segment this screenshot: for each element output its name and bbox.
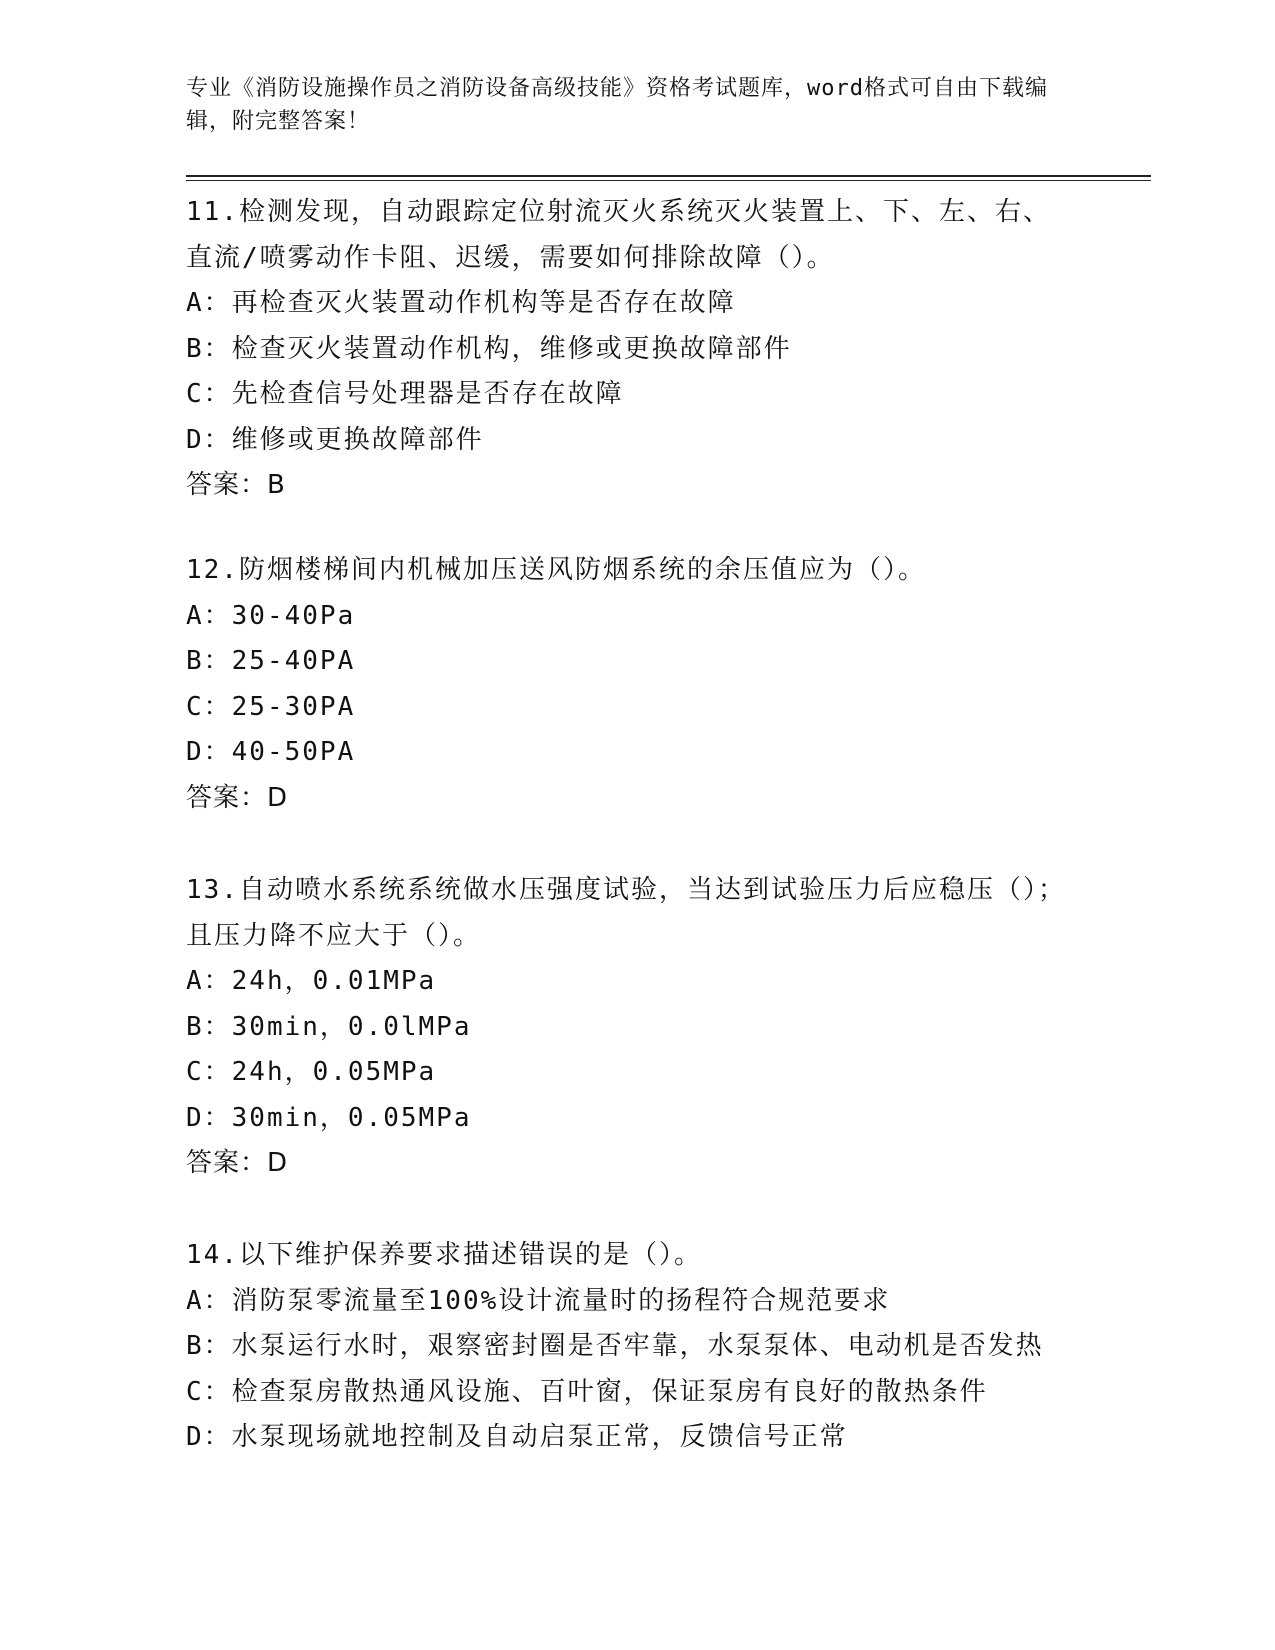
option-a: A：再检查灭火装置动作机构等是否存在故障 — [186, 288, 736, 318]
question-stem: 11.检测发现，自动跟踪定位射流灭火系统灭火装置上、下、左、右、直流/喷雾动作卡阻、迟缓，需要如何排除故障（）。 — [186, 197, 1051, 273]
question-stem: 14.以下维护保养要求描述错误的是（）。 — [186, 1240, 702, 1270]
answer-line: 答案：D — [186, 1148, 289, 1178]
header-divider-thin — [186, 180, 1151, 181]
option-d: D：30min，0.05MPa — [186, 1102, 472, 1133]
option-c: C：先检查信号处理器是否存在故障 — [186, 379, 624, 409]
option-a: A：24h，0.01MPa — [186, 966, 437, 996]
option-b: B：水泵运行水时，艰察密封圈是否牢靠，水泵泵体、电动机是否发热 — [186, 1331, 1044, 1361]
question-13 — [186, 868, 1086, 1187]
option-d: D：维修或更换故障部件 — [186, 424, 484, 455]
document-header: 专业《消防设施操作员之消防设备高级技能》资格考试题库，word格式可自由下载编辑，附完整答案！ — [186, 76, 1048, 134]
option-c: C：检查泵房散热通风设施、百叶窗，保证泵房有良好的散热条件 — [186, 1376, 988, 1407]
question-11 — [186, 190, 1086, 509]
answer-line: 答案：D — [186, 782, 289, 813]
option-a: A：消防泵零流量至100%设计流量时的扬程符合规范要求 — [186, 1285, 891, 1316]
answer-line: 答案：B — [186, 470, 286, 500]
option-b: B：25-40PA — [186, 646, 356, 676]
option-b: B：检查灭火装置动作机构，维修或更换故障部件 — [186, 333, 792, 364]
question-12 — [186, 548, 1086, 821]
option-a: A：30-40Pa — [186, 600, 356, 631]
question-stem: 12.防烟楼梯间内机械加压送风防烟系统的余压值应为（）。 — [186, 555, 926, 585]
header-divider — [186, 175, 1151, 177]
question-14 — [186, 1233, 1086, 1461]
option-d: D：40-50PA — [186, 737, 356, 767]
question-stem: 13.自动喷水系统系统做水压强度试验，当达到试验压力后应稳压（）；且压力降不应大于（）。 — [186, 875, 1066, 951]
option-c: C：24h，0.05MPa — [186, 1057, 437, 1087]
option-b: B：30min，0.0lMPa — [186, 1011, 472, 1042]
option-d: D：水泵现场就地控制及自动启泵正常，反馈信号正常 — [186, 1422, 848, 1452]
option-c: C：25-30PA — [186, 691, 356, 722]
